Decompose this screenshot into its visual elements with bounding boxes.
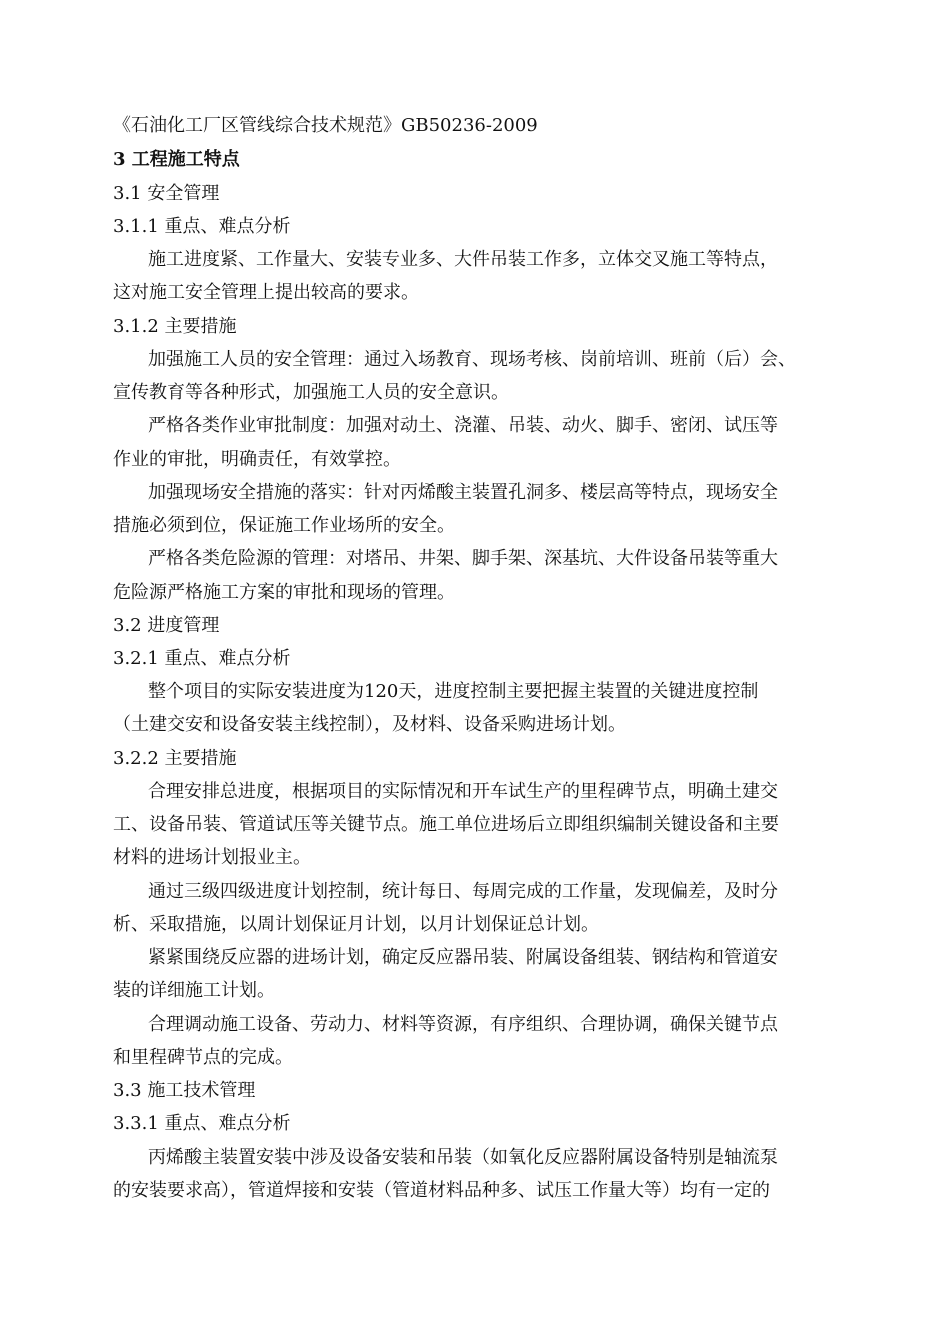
- paragraph-line: 整个项目的实际安装进度为120天，进度控制主要把握主装置的关键进度控制: [148, 681, 759, 702]
- paragraph-line: 严格各类危险源的管理：对塔吊、井架、脚手架、深基坑、大件设备吊装等重大: [148, 548, 778, 569]
- subsection-heading-3-1: 3.1 安全管理: [113, 183, 220, 204]
- subsection-heading-3-3: 3.3 施工技术管理: [113, 1080, 256, 1101]
- paragraph-line: 和里程碑节点的完成。: [113, 1047, 293, 1068]
- subsection-heading-3-2-2: 3.2.2 主要措施: [113, 748, 237, 769]
- paragraph-line: 加强现场安全措施的落实：针对丙烯酸主装置孔洞多、楼层高等特点，现场安全: [148, 482, 778, 503]
- paragraph-line: 工、设备吊装、管道试压等关键节点。施工单位进场后立即组织编制关键设备和主要: [113, 814, 779, 835]
- paragraph-line: （土建交安和设备安装主线控制），及材料、设备采购进场计划。: [113, 714, 626, 735]
- paragraph-line: 合理调动施工设备、劳动力、材料等资源，有序组织、合理协调，确保关键节点: [148, 1014, 778, 1035]
- paragraph-line: 析、采取措施，以周计划保证月计划，以月计划保证总计划。: [113, 914, 599, 935]
- paragraph-line: 紧紧围绕反应器的进场计划，确定反应器吊装、附属设备组装、钢结构和管道安: [148, 947, 778, 968]
- paragraph-line: 的安装要求高），管道焊接和安装（管道材料品种多、试压工作量大等）均有一定的: [113, 1180, 770, 1201]
- subsection-heading-3-2-1: 3.2.1 重点、难点分析: [113, 648, 291, 669]
- section-heading-3: 3 工程施工特点: [113, 149, 240, 170]
- subsection-heading-3-2: 3.2 进度管理: [113, 615, 220, 636]
- paragraph-line: 加强施工人员的安全管理：通过入场教育、现场考核、岗前培训、班前（后）会、: [148, 349, 796, 370]
- paragraph-line: 通过三级四级进度计划控制，统计每日、每周完成的工作量，发现偏差，及时分: [148, 881, 778, 902]
- subsection-heading-3-1-2: 3.1.2 主要措施: [113, 316, 237, 337]
- reference-standard: 《石油化工厂区管线综合技术规范》GB50236-2009: [113, 115, 538, 136]
- paragraph-line: 合理安排总进度，根据项目的实际情况和开车试生产的里程碑节点，明确土建交: [148, 781, 778, 802]
- paragraph-line: 材料的进场计划报业主。: [113, 847, 311, 868]
- subsection-heading-3-3-1: 3.3.1 重点、难点分析: [113, 1113, 291, 1134]
- paragraph-line: 装的详细施工计划。: [113, 980, 275, 1001]
- paragraph-line: 危险源严格施工方案的审批和现场的管理。: [113, 582, 455, 603]
- paragraph-line: 这对施工安全管理上提出较高的要求。: [113, 282, 419, 303]
- paragraph-line: 施工进度紧、工作量大、安装专业多、大件吊装工作多，立体交叉施工等特点，: [148, 249, 778, 270]
- subsection-heading-3-1-1: 3.1.1 重点、难点分析: [113, 216, 291, 237]
- paragraph-line: 作业的审批，明确责任，有效掌控。: [113, 449, 401, 470]
- paragraph-line: 措施必须到位，保证施工作业场所的安全。: [113, 515, 455, 536]
- paragraph-line: 严格各类作业审批制度：加强对动土、浇灌、吊装、动火、脚手、密闭、试压等: [148, 415, 778, 436]
- paragraph-line: 宣传教育等各种形式，加强施工人员的安全意识。: [113, 382, 509, 403]
- paragraph-line: 丙烯酸主装置安装中涉及设备安装和吊装（如氧化反应器附属设备特别是轴流泵: [148, 1147, 778, 1168]
